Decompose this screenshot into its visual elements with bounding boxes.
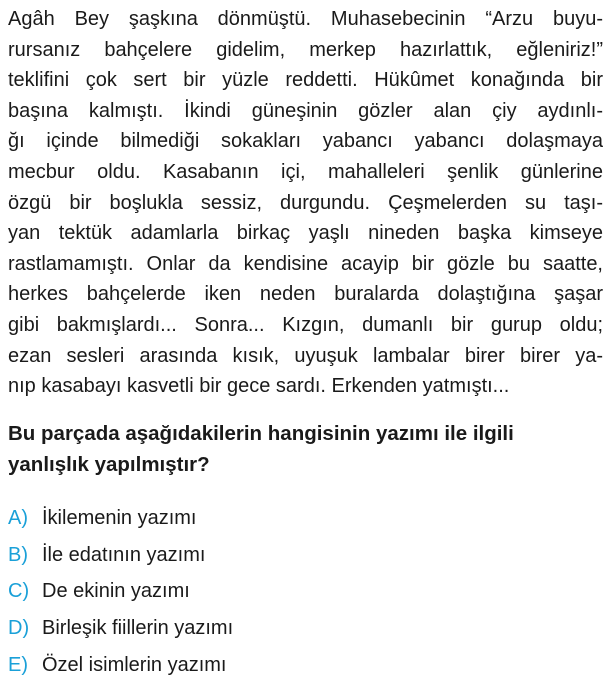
- passage-line: mecbur oldu. Kasabanın içi, mahalleleri şenlik günlerine: [8, 160, 603, 183]
- option-d[interactable]: [8, 610, 603, 647]
- passage-line: yan tektük adamlarla birkaç yaşlı nineden başka kimseye: [8, 222, 603, 245]
- question-line: Bu parçada aşağıdakilerin hangisinin yazımı ile ilgili: [8, 421, 514, 445]
- option-text: Özel isimlerin yazımı: [42, 653, 227, 676]
- passage-line: nıp kasabayı kasvetli bir gece sardı. Erkenden yatmıştı...: [8, 375, 510, 398]
- option-letter: D): [8, 617, 30, 640]
- option-letter: B): [8, 543, 28, 566]
- passage-line: gibi bakmışlardı... Sonra... Kızgın, dumanlı bir gurup oldu;: [8, 313, 603, 336]
- option-text: Birleşik fiillerin yazımı: [42, 617, 234, 640]
- passage-line: ezan sesleri arasında kısık, uyuşuk lambalar birer birer ya-: [8, 344, 603, 367]
- passage-line: rastlamamıştı. Onlar da kendisine acayip bir gözle bu saatte,: [8, 252, 603, 275]
- option-letter: E): [8, 653, 28, 676]
- option-e[interactable]: [8, 647, 603, 684]
- passage-line: Agâh Bey şaşkına dönmüştü. Muhasebecinin “Arzu buyu-: [8, 8, 603, 30]
- option-text: İkilemenin yazımı: [42, 506, 197, 529]
- option-a[interactable]: [8, 500, 603, 537]
- passage-line: herkes bahçelerde iken neden buralarda dolaştığına şaşar: [8, 283, 603, 306]
- passage-line: teklifini çok sert bir yüzle reddetti. Hükûmet konağında bir: [8, 69, 603, 92]
- option-letter: C): [8, 580, 30, 603]
- question-line: yanlışlık yapılmıştır?: [8, 452, 210, 476]
- answer-options: [8, 500, 603, 684]
- option-b[interactable]: [8, 537, 603, 574]
- option-c[interactable]: [8, 573, 603, 610]
- option-text: De ekinin yazımı: [42, 580, 190, 603]
- question-stem: [8, 418, 603, 480]
- passage-line: rursanız bahçelere gidelim, merkep hazırlattık, eğleniriz!”: [8, 38, 603, 61]
- passage-line: özgü bir boşlukla sessiz, durgundu. Çeşmelerden su taşı-: [8, 191, 603, 214]
- option-text: İle edatının yazımı: [42, 543, 206, 566]
- passage-line: başına kalmıştı. İkindi güneşinin gözler alan çiy aydınlı-: [8, 99, 603, 122]
- reading-passage: [8, 4, 603, 402]
- option-letter: A): [8, 506, 28, 529]
- passage-line: ğı içinde bilmediği sokakları yabancı yabancı dolaşmaya: [8, 130, 603, 153]
